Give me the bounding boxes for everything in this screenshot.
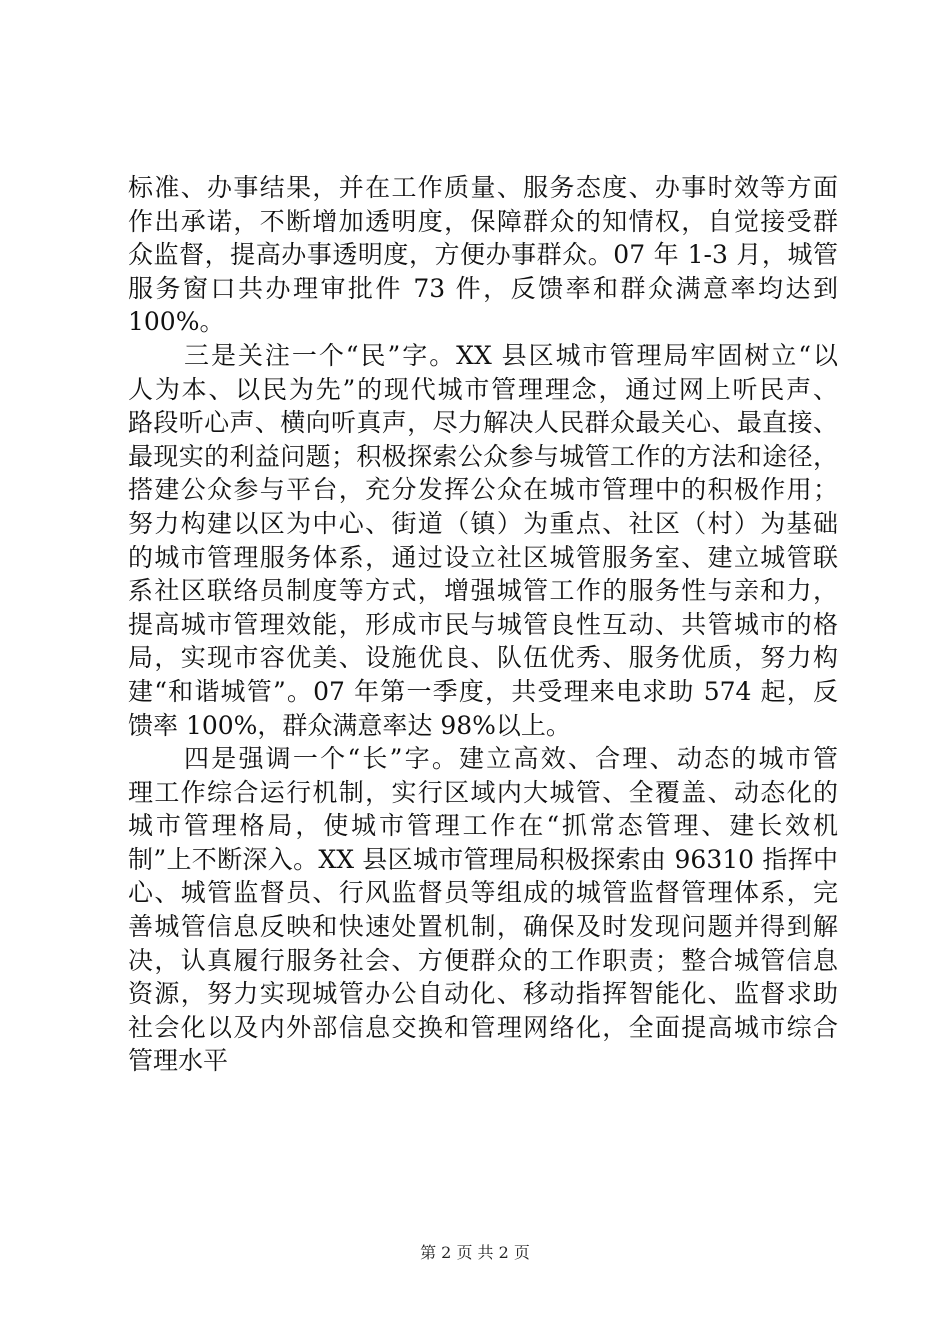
text-line: 系社区联络员制度等方式，增强城管工作的服务性与亲和力， [128,576,838,606]
text-line: 四是强调一个“长”字。建立高效、合理、动态的城市管 [184,744,838,774]
text-line: 人为本、以民为先”的现代城市管理理念，通过网上听民声、 [128,374,838,404]
text-line: 作出承诺，不断增加透明度，保障群众的知情权，自觉接受群 [128,206,838,236]
text-line: 服务窗口共办理审批件 73 件，反馈率和群众满意率均达到 [128,273,838,303]
text-line: 三是关注一个“民”字。XX 县区城市管理局牢固树立“以 [184,340,838,370]
text-line: 提高城市管理效能，形成市民与城管良性互动、共管城市的格 [128,609,838,639]
text-line: 制”上不断深入。XX 县区城市管理局积极探索由 96310 指挥中 [128,844,838,874]
text-line: 决，认真履行服务社会、方便群众的工作职责；整合城管信息 [128,945,838,975]
text-line: 馈率 100%，群众满意率达 98%以上。 [128,710,571,740]
text-line: 最现实的利益问题；积极探索公众参与城管工作的方法和途径， [128,441,838,471]
paragraph [128,171,838,339]
text-line: 理工作综合运行机制，实行区域内大城管、全覆盖、动态化的 [128,777,838,807]
text-line: 标准、办事结果，并在工作质量、服务态度、办事时效等方面 [128,173,838,202]
text-line: 善城管信息反映和快速处置机制，确保及时发现问题并得到解 [128,912,838,942]
text-line: 努力构建以区为中心、街道（镇）为重点、社区（村）为基础 [128,508,838,538]
text-line: 心、城管监督员、行风监督员等组成的城管监督管理体系，完 [128,878,838,908]
document-body [128,171,838,1078]
text-line: 的城市管理服务体系，通过设立社区城管服务室、建立城管联 [128,542,838,572]
text-line: 众监督，提高办事透明度，方便办事群众。07 年 1-3 月，城管 [128,240,838,270]
text-line: 局，实现市容优美、设施优良、队伍优秀、服务优质，努力构 [128,643,838,673]
text-line: 资源，努力实现城管办公自动化、移动指挥智能化、监督求助 [128,979,838,1009]
text-line: 社会化以及内外部信息交换和管理网络化，全面提高城市综合 [128,1012,838,1042]
text-line: 建“和谐城管”。07 年第一季度，共受理来电求助 574 起，反 [128,676,838,706]
paragraph [128,742,838,1078]
text-line: 100%。 [128,307,225,337]
paragraph [128,339,838,742]
text-line: 搭建公众参与平台，充分发挥公众在城市管理中的积极作用； [128,475,838,505]
text-line: 城市管理格局，使城市管理工作在“抓常态管理、建长效机 [128,811,838,841]
page-footer: 第 2 页 共 2 页 [420,1243,530,1262]
text-line: 路段听心声、横向听真声，尽力解决人民群众最关心、最直接、 [128,408,838,438]
text-line: 管理水平 [128,1046,229,1076]
